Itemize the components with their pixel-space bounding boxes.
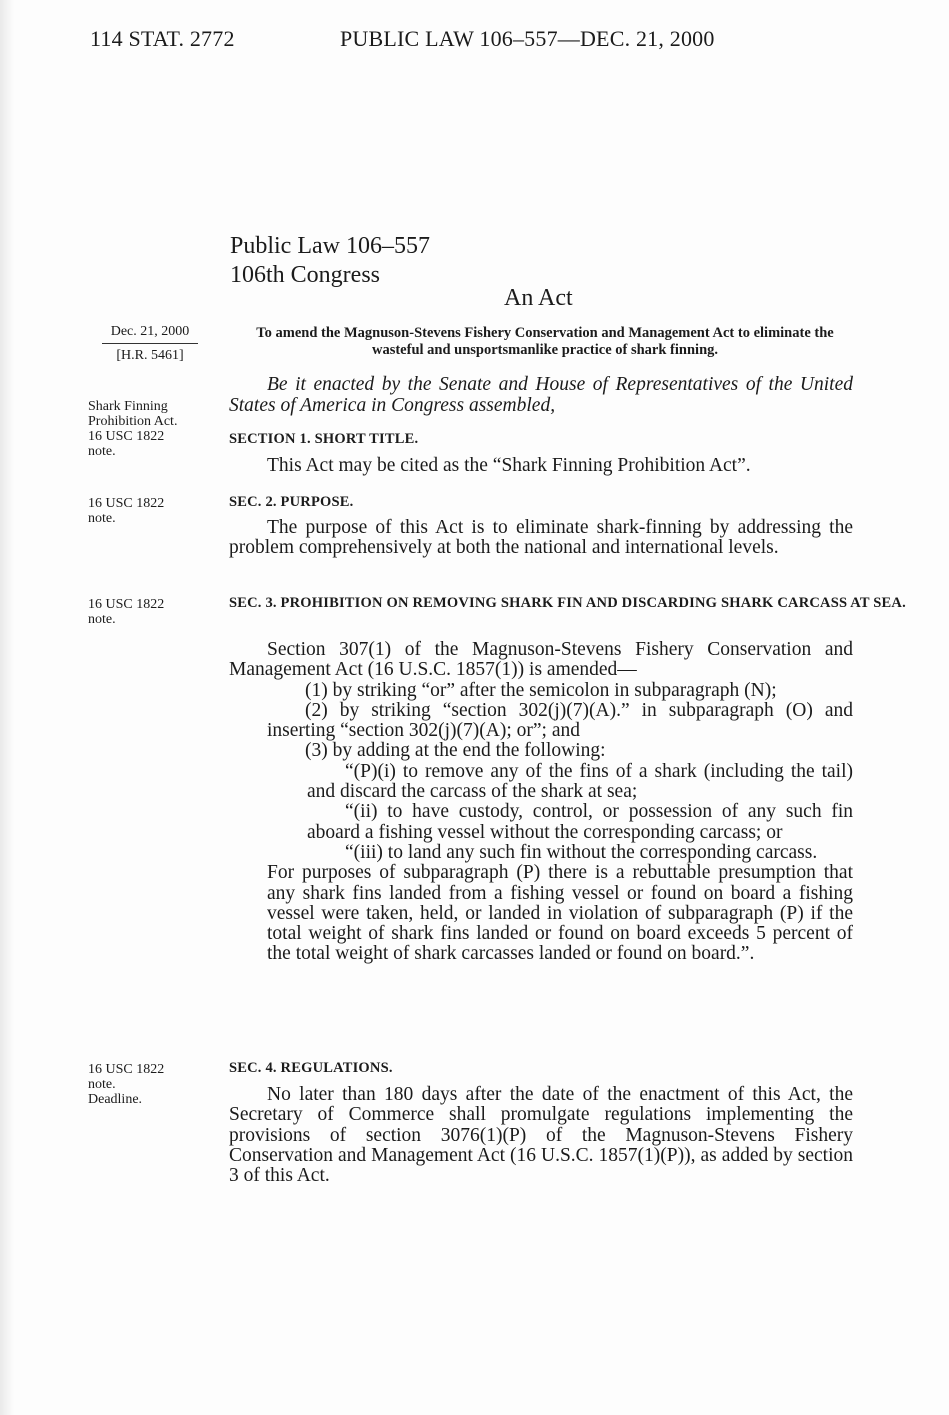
margin-line: Shark Finning xyxy=(88,399,168,414)
margin-date-block xyxy=(102,324,198,363)
an-act-heading: An Act xyxy=(504,285,573,311)
quoted-clause-iii: “(iii) to land any such fin without the corresponding carcass. xyxy=(345,841,818,863)
section-4-text: No later than 180 days after the date of the enactment of this Act, the Secretary of Commerce shall promulgate regulations implementing the provisions of section 3076(1)(P) of the Magnuson-Stevens Fishery Conservation and Management Act (16 U.S.C. 1857(1)(P)), as added by section 3 of this Act. xyxy=(229,1084,853,1187)
margin-note-short-title xyxy=(88,399,213,459)
section-1-text: This Act may be cited as the “Shark Finning Prohibition Act”. xyxy=(267,455,751,476)
section-3-intro: Section 307(1) of the Magnuson-Stevens Fishery Conservation and Management Act (16 U.S.C. 1857(1)) is amended— xyxy=(229,639,853,681)
public-law-number: Public Law 106–557 xyxy=(230,233,430,259)
margin-line: 16 USC 1822 xyxy=(88,597,165,612)
margin-line: note. xyxy=(88,1077,116,1092)
margin-line: note. xyxy=(88,612,116,627)
margin-line: note. xyxy=(88,444,116,459)
section-3-body xyxy=(229,640,853,965)
margin-note-sec3 xyxy=(88,597,213,627)
margin-line: 16 USC 1822 xyxy=(88,1062,165,1077)
margin-line: 16 USC 1822 xyxy=(88,496,165,511)
statute-page-number: 114 STAT. 2772 xyxy=(90,26,235,51)
margin-rule xyxy=(102,343,198,344)
margin-line: 16 USC 1822 xyxy=(88,429,165,444)
rebuttable-presumption-text: For purposes of subparagraph (P) there is a rebuttable presumption that any shark fins landed from a fishing vessel or found on board a fishing vessel were taken, held, or landed in violation of subparagraph (P) if the total weight of shark fins landed or found on board exceeds 5 percent of the total weight of shark carcasses landed or found on board.”. xyxy=(267,862,853,965)
amendment-item-3: (3) by adding at the end the following: xyxy=(305,740,606,762)
margin-note-sec2 xyxy=(88,496,213,526)
section-2-heading: SEC. 2. PURPOSE. xyxy=(229,494,354,510)
amendment-item-1: (1) by striking “or” after the semicolon in subparagraph (N); xyxy=(305,679,777,701)
scan-edge-shadow xyxy=(0,0,14,1415)
law-title-block xyxy=(230,232,430,290)
congress-number: 106th Congress xyxy=(230,262,380,288)
margin-line: note. xyxy=(88,511,116,526)
section-2-text: The purpose of this Act is to eliminate shark-finning by addressing the problem comprehensively at both the national and international levels. xyxy=(229,517,853,559)
margin-note-sec4 xyxy=(88,1062,213,1107)
quoted-clause-ii: “(ii) to have custody, control, or possession of any such fin aboard a fishing vessel without the corresponding carcass; or xyxy=(307,801,853,843)
enacting-clause: Be it enacted by the Senate and House of Representatives of the United States of America in Congress assembled, xyxy=(229,374,853,416)
quoted-subparagraph-p: “(P)(i) to remove any of the fins of a shark (including the tail) and discard the carcass of the shark at sea; xyxy=(307,760,853,803)
bill-number: [H.R. 5461] xyxy=(116,348,184,363)
act-purpose-statement: To amend the Magnuson-Stevens Fishery Conservation and Management Act to eliminate the wasteful and unsportsmanlike practice of shark finning. xyxy=(256,325,834,358)
margin-line: Prohibition Act. xyxy=(88,414,178,429)
section-4-heading: SEC. 4. REGULATIONS. xyxy=(229,1060,393,1076)
running-title: PUBLIC LAW 106–557—DEC. 21, 2000 xyxy=(340,26,715,51)
section-3-heading: SEC. 3. PROHIBITION ON REMOVING SHARK FIN AND DISCARDING SHARK CARCASS AT SEA. xyxy=(229,595,906,611)
enactment-date: Dec. 21, 2000 xyxy=(110,324,190,339)
margin-line: Deadline. xyxy=(88,1092,143,1107)
section-1-heading: SECTION 1. SHORT TITLE. xyxy=(229,431,419,447)
amendment-item-2: (2) by striking “section 302(j)(7)(A).” in subparagraph (O) and inserting “section 302(j)(7)(A); or”; and xyxy=(267,699,853,742)
